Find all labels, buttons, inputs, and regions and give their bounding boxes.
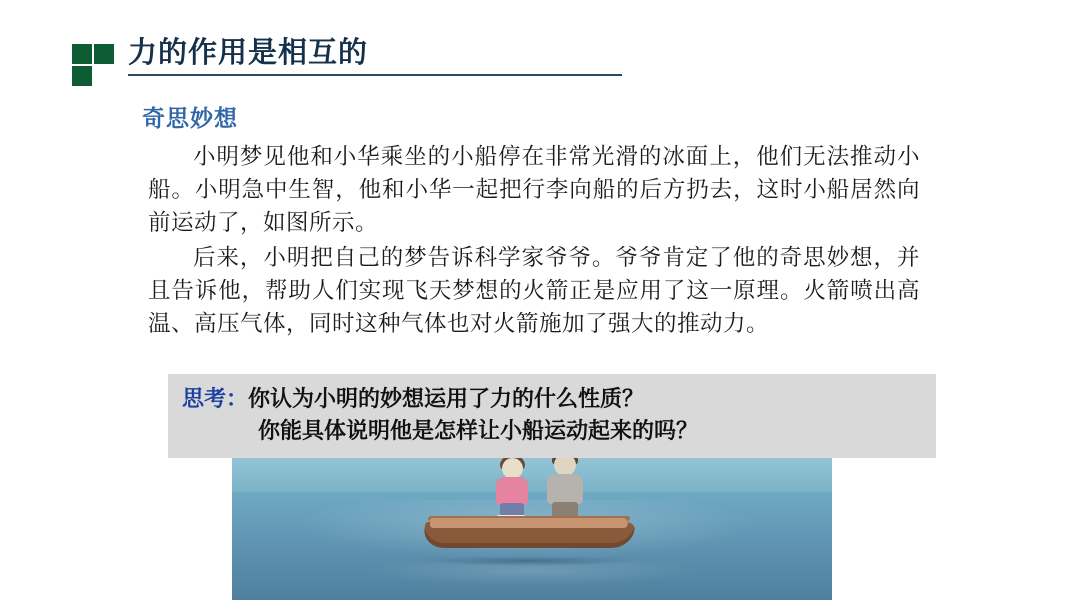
think-question-1: 你认为小明的妙想运用了力的什么性质？ [248,386,645,411]
think-box [168,374,936,458]
section-heading: 奇思妙想 [142,105,238,131]
think-line-1 [182,383,936,415]
paragraph-2: 后来，小明把自己的梦告诉科学家爷爷。爷爷肯定了他的奇思妙想，并且告诉他，帮助人们实现飞天梦想的火箭正是应用了这一原理。火箭喷出高温、高压气体，同时这种气体也对火箭施加了强大的推动力。 [148,245,920,336]
title-marker-icon [72,44,116,88]
title-divider [128,74,622,76]
paragraph-1: 小明梦见他和小华乘坐的小船停在非常光滑的冰面上，他们无法推动小船。小明急中生智，他和小华一起把行李向船的后方扔去，这时小船居然向前运动了，如图所示。 [148,144,920,235]
illustration-boat-on-ice [232,458,832,600]
think-line-2 [182,415,936,447]
think-label: 思考： [182,386,249,411]
boat-shape [424,510,634,558]
body-text [148,140,920,342]
think-question-2: 你能具体说明他是怎样让小船运动起来的吗？ [258,418,699,443]
page-title: 力的作用是相互的 [128,37,369,69]
